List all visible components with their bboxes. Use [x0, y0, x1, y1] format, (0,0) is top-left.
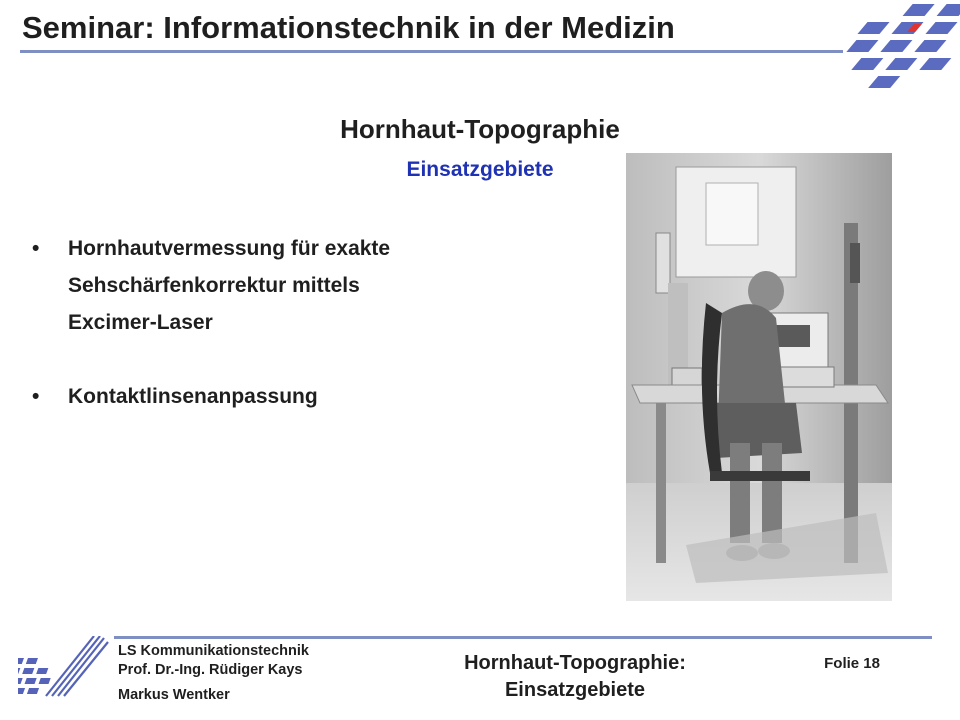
footer-chair: LS Kommunikationstechnik [118, 643, 309, 659]
bullet-item [30, 378, 590, 415]
bullet-line: Sehschärfenkorrektur mittels [68, 274, 360, 297]
footer-author: Markus Wentker [118, 687, 230, 703]
slide-title: Hornhaut-Topographie [340, 114, 620, 144]
corneal-topography-exam-photo [626, 153, 892, 601]
bullet-dot: • [32, 385, 40, 408]
footer-slide-title-line: Einsatzgebiete [504, 679, 646, 701]
bullet-line: Kontaktlinsenanpassung [68, 385, 318, 408]
slide-subtitle: Einsatzgebiete [406, 158, 554, 181]
footer-rule [114, 636, 932, 639]
university-logo-icon [846, 0, 960, 88]
department-logo-icon [18, 636, 110, 698]
footer-slide-title-line: Hornhaut-Topographie: [464, 652, 686, 674]
bullet-item [30, 230, 590, 341]
footer-professor: Prof. Dr.-Ing. Rüdiger Kays [118, 662, 303, 678]
footer-slide-title [420, 650, 730, 704]
slide-number: Folie 18 [824, 655, 880, 672]
bullet-line: Hornhautvermessung für exakte [68, 237, 391, 260]
bullet-list [30, 230, 590, 415]
bullet-dot: • [32, 237, 40, 260]
footer-credits [118, 642, 309, 705]
header-rule [20, 50, 843, 53]
bullet-line: Excimer-Laser [68, 311, 213, 334]
header-title: Seminar: Informationstechnik in der Medizin [22, 10, 675, 45]
